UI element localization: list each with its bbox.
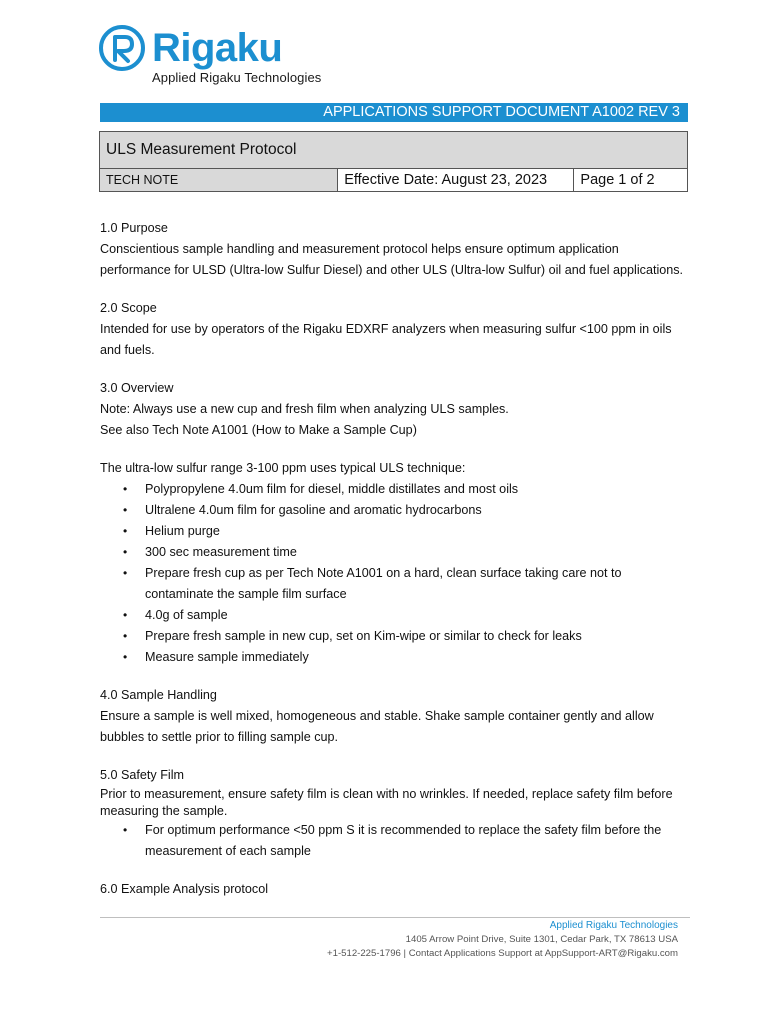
section-sample-handling (100, 685, 690, 748)
overview-note: Note: Always use a new cup and fresh film when analyzing ULS samples. (100, 402, 509, 416)
section-text: Conscientious sample handling and measurement protocol helps ensure optimum application performance for ULSD (Ultra-low Sulfur Diesel) and other ULS (Ultra-low Sulfur) oil and fuel applications. (100, 242, 684, 277)
section-heading: 3.0 Overview (100, 381, 174, 395)
section-uls-technique (100, 458, 690, 668)
footer-address: 1405 Arrow Point Drive, Suite 1301, Cedar Park, TX 78613 USA (405, 934, 678, 945)
section-heading: 4.0 Sample Handling (100, 688, 217, 702)
list-item: • 4.0g of sample (145, 605, 690, 626)
technique-list (100, 479, 690, 668)
overview-intro: The ultra-low sulfur range 3-100 ppm uses typical ULS technique: (100, 461, 466, 475)
document-banner: APPLICATIONS SUPPORT DOCUMENT A1002 REV 3 (100, 103, 688, 122)
overview-see-also: See also Tech Note A1001 (How to Make a Sample Cup) (100, 423, 417, 437)
list-item: • Helium purge (145, 521, 690, 542)
rigaku-logo (98, 22, 338, 86)
section-scope (100, 298, 690, 361)
list-item: • Prepare fresh cup as per Tech Note A1001 on a hard, clean surface taking care not to contaminate the sample film surface (145, 563, 690, 605)
list-item: • Ultralene 4.0um film for gasoline and aromatic hydrocarbons (145, 500, 690, 521)
footer-company: Applied Rigaku Technologies (549, 920, 678, 931)
brand-subtitle: Applied Rigaku Technologies (152, 70, 322, 85)
section-safety-film (100, 765, 690, 862)
section-text: Prior to measurement, ensure safety film is clean with no wrinkles. If needed, replace safety film before measuring the sample. (100, 787, 673, 818)
section-text: Ensure a sample is well mixed, homogeneous and stable. Shake sample container gently and allow bubbles to settle prior to filling sample cup. (100, 709, 654, 744)
section-heading: 1.0 Purpose (100, 221, 168, 235)
page-footer (327, 919, 678, 961)
tech-note-label: TECH NOTE (100, 169, 338, 192)
list-item: • 300 sec measurement time (145, 542, 690, 563)
rigaku-logo-icon (98, 24, 146, 72)
section-heading: 6.0 Example Analysis protocol (100, 882, 269, 896)
section-heading: 5.0 Safety Film (100, 768, 184, 782)
section-example (100, 879, 690, 900)
section-purpose (100, 218, 690, 281)
section-overview (100, 378, 690, 441)
effective-date: Effective Date: August 23, 2023 (338, 169, 574, 192)
safety-list (100, 820, 690, 862)
list-item: • Polypropylene 4.0um film for diesel, middle distillates and most oils (145, 479, 690, 500)
list-item: • For optimum performance <50 ppm S it is recommended to replace the safety film before the measurement of each sample (145, 820, 690, 862)
list-item: • Measure sample immediately (145, 647, 690, 668)
section-heading: 2.0 Scope (100, 301, 157, 315)
document-body (100, 218, 690, 917)
section-text: Intended for use by operators of the Rigaku EDXRF analyzers when measuring sulfur <100 ppm in oils and fuels. (100, 322, 672, 357)
page-number: Page 1 of 2 (574, 169, 688, 192)
footer-divider (100, 917, 690, 918)
list-item: • Prepare fresh sample in new cup, set on Kim-wipe or similar to check for leaks (145, 626, 690, 647)
title-table (99, 131, 688, 192)
footer-contact: +1-512-225-1796 | Contact Applications Support at AppSupport-ART@Rigaku.com (327, 948, 678, 959)
document-title: ULS Measurement Protocol (100, 132, 688, 169)
brand-name: Rigaku (152, 26, 283, 70)
